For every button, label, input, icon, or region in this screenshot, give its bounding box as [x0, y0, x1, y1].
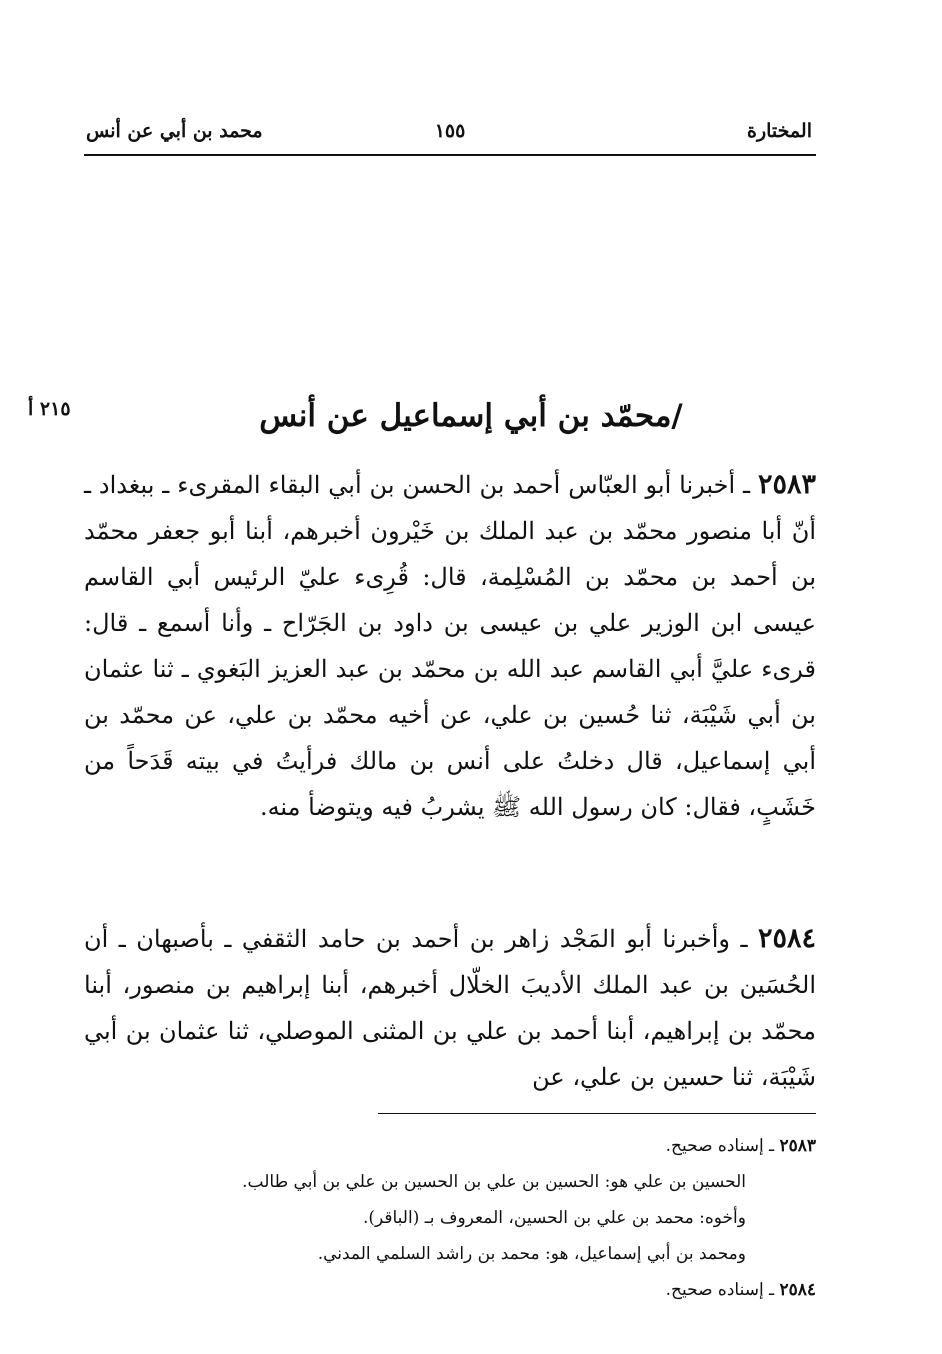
footnote-text: وأخوه: محمد بن علي بن الحسين، المعروف بـ (الباقر). [362, 1208, 746, 1228]
footnote [84, 1164, 816, 1200]
footnotes [84, 1128, 816, 1308]
footnote-number: ٢٥٨٤ [779, 1280, 816, 1300]
footnote-text: ومحمد بن أبي إسماعيل، هو: محمد بن راشد السلمي المدني. [317, 1244, 746, 1264]
hadith-text: ـ أخبرنا أبو العبّاس أحمد بن الحسن بن أبي البقاء المقرىء ـ ببغداد ـ أنّ أبا منصور محمّد بن عبد الملك بن خَيْرون أخبرهم، أبنا أبو جعفر محمّد بن أحمد بن محمّد بن المُسْلِمة، قال: قُرِىء عليّ الرئيس أبي القاسم عيسى ابن الوزير علي بن عيسى بن داود بن الجَرّاح ـ وأنا أسمع ـ قال: قرىء عليَّ أبي القاسم عبد الله بن محمّد بن عبد العزيز البَغوي ـ ثنا عثمان بن أبي شَيْبَة، ثنا حُسين بن علي، عن أخيه محمّد بن علي، عن محمّد بن أبي إسماعيل، قال دخلتُ على أنس بن مالك فرأيتُ في بيته قَدَحاً من خَشَبٍ، فقال: كان رسول الله ﷺ يشربُ فيه ويتوضأ منه. [84, 471, 816, 821]
section-title: /محمّد بن أبي إسماعيل عن أنس [259, 398, 683, 434]
hadith-number: ٢٥٨٤ [757, 923, 816, 954]
manuscript-folio-note: ٢١٥ أ [28, 398, 71, 420]
hadith-paragraph [84, 916, 816, 1100]
footnote [84, 1272, 816, 1308]
footnote-text: ـ إسناده صحيح. [665, 1280, 780, 1300]
footnote [84, 1236, 816, 1272]
footnote-text: الحسين بن علي هو: الحسين بن علي بن الحسين بن علي بن أبي طالب. [242, 1172, 746, 1192]
footnote [84, 1128, 816, 1164]
page-header [84, 120, 816, 156]
hadith-paragraph [84, 462, 816, 830]
hadith-number: ٢٥٨٣ [757, 469, 816, 500]
page-number: ١٥٥ [434, 120, 466, 142]
hadith-text: ـ وأخبرنا أبو المَجْد زاهر بن أحمد بن حامد الثقفي ـ بأصبهان ـ أن الحُسَين بن عبد الملك الأديبَ الخلّال أخبرهم، أبنا إبراهيم بن منصور، أبنا محمّد بن إبراهيم، أبنا أحمد بن علي بن المثنى الموصلي، ثنا عثمان بن أبي شَيْبَة، ثنا حسين بن علي، عن [84, 925, 816, 1091]
footnote-text: ـ إسناده صحيح. [665, 1136, 780, 1156]
footnote-divider [378, 1113, 816, 1114]
chapter-title: محمد بن أبي عن أنس [86, 120, 263, 142]
footnote-number: ٢٥٨٣ [779, 1136, 816, 1156]
book-title: المختارة [747, 120, 812, 142]
footnote [84, 1200, 816, 1236]
